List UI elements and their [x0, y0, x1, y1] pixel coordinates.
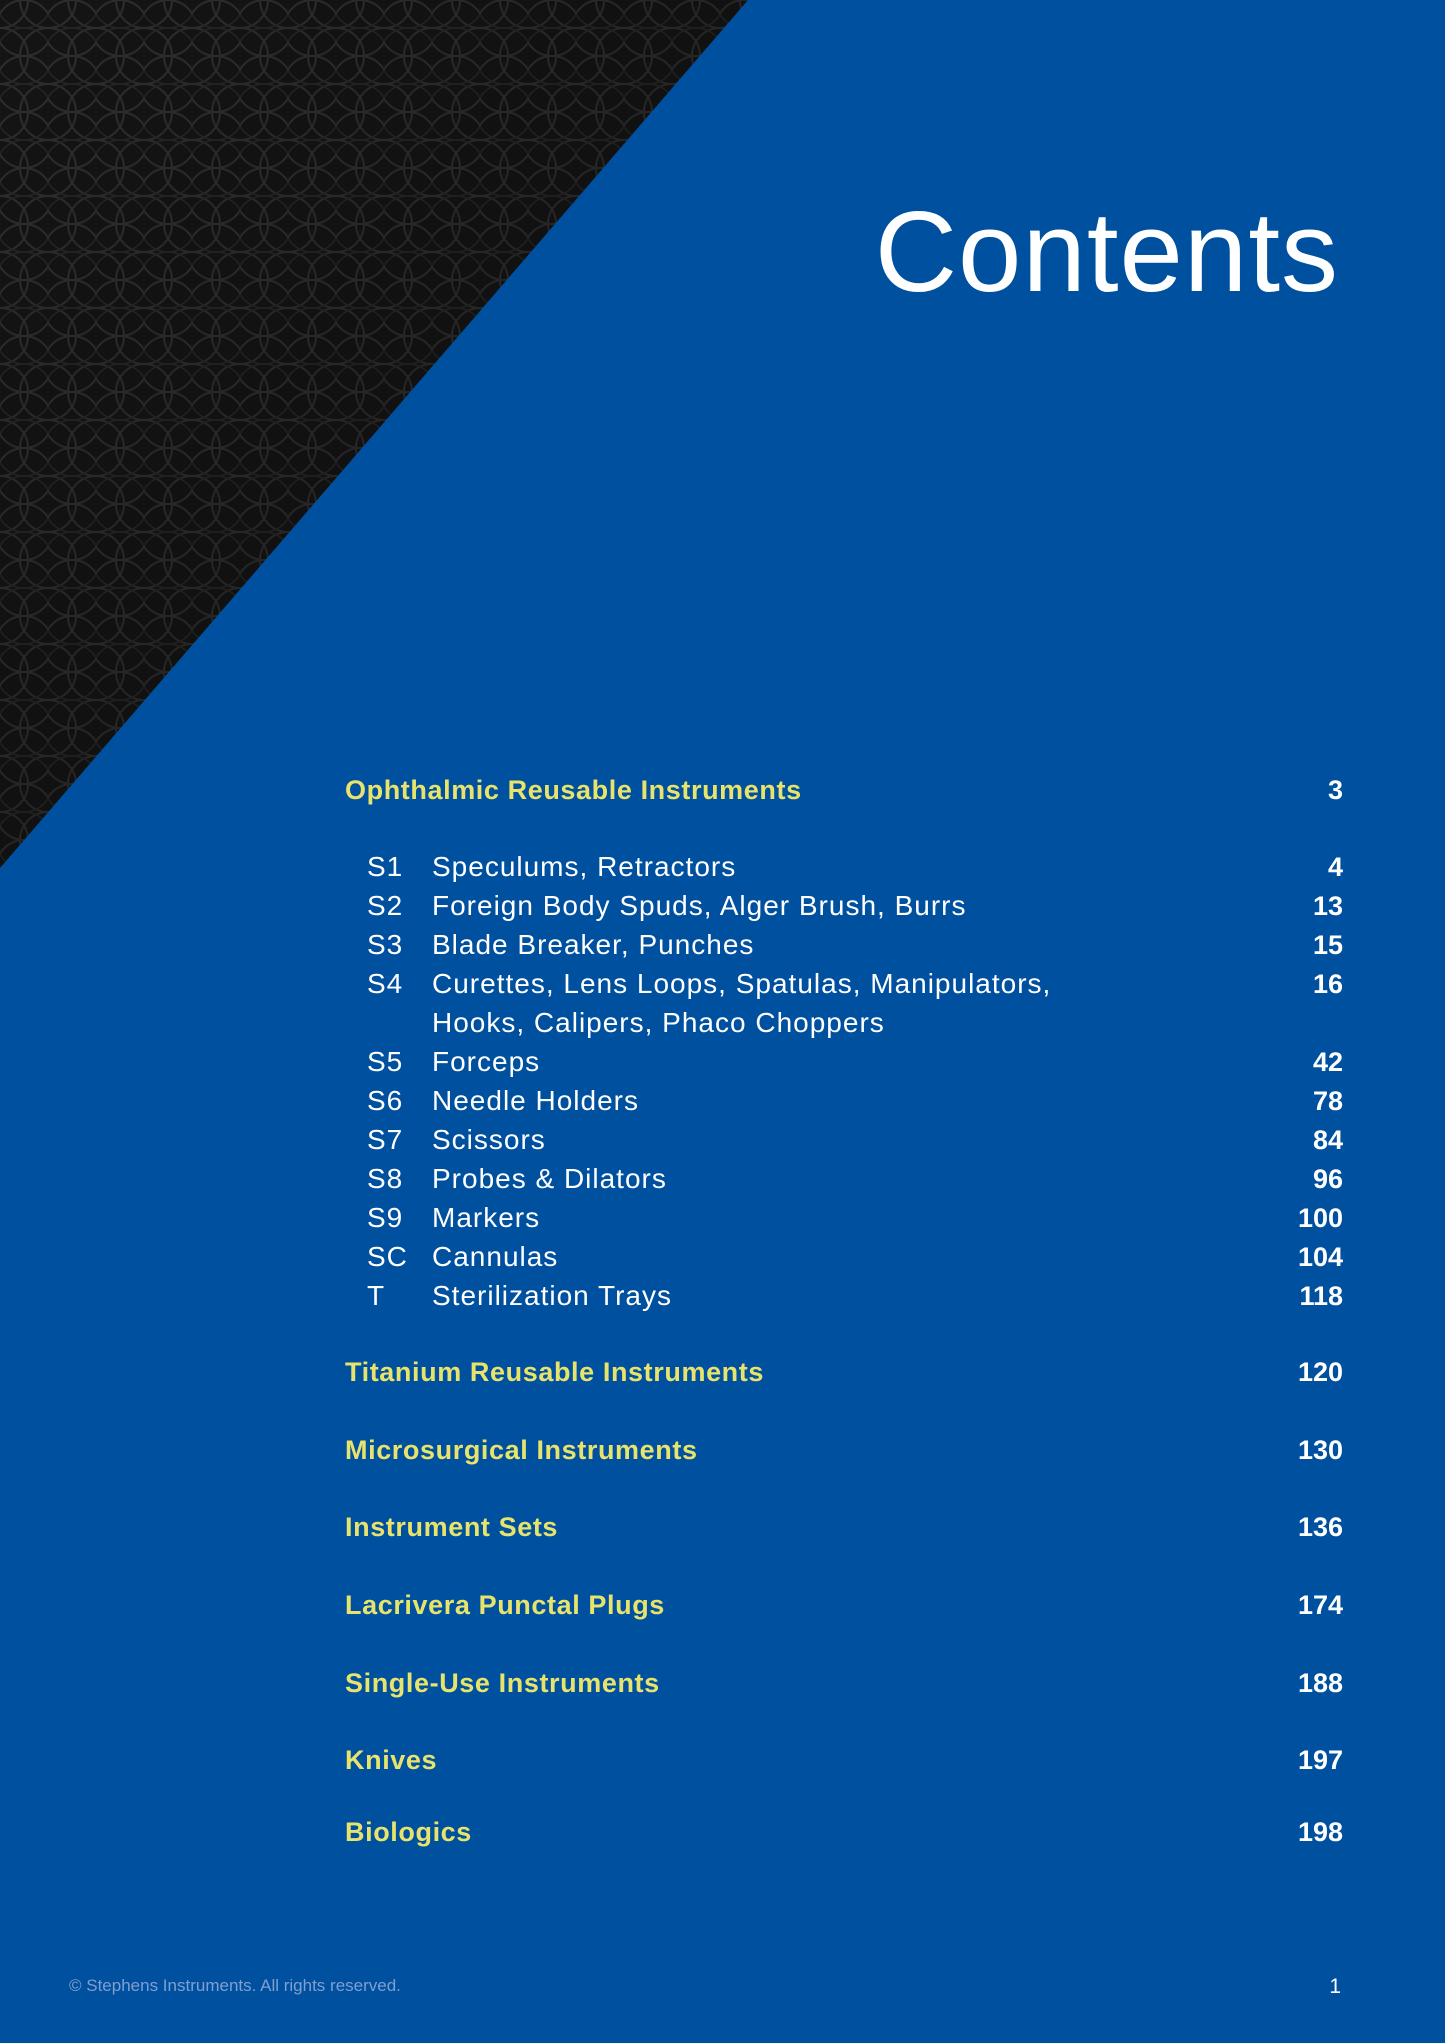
toc-subsection-entry[interactable]	[345, 886, 1343, 926]
subsection-code: S8	[367, 1163, 404, 1194]
section-page-number: 198	[1297, 1817, 1343, 1847]
subsection-code: S6	[367, 1085, 404, 1116]
section-label: Titanium Reusable Instruments	[345, 1357, 764, 1387]
subsection-code: SC	[367, 1241, 408, 1272]
toc-section-entry[interactable]	[345, 1740, 1343, 1780]
toc-subsection-entry[interactable]	[345, 847, 1343, 887]
section-label: Ophthalmic Reusable Instruments	[345, 775, 802, 805]
section-page-number: 130	[1297, 1435, 1343, 1465]
subsection-page-number: 4	[1327, 852, 1343, 882]
toc-section-entry[interactable]	[345, 1430, 1343, 1470]
toc-subsection-entry[interactable]	[345, 1120, 1343, 1160]
subsection-code: S3	[367, 929, 404, 960]
section-label: Microsurgical Instruments	[345, 1435, 698, 1465]
subsection-label: Foreign Body Spuds, Alger Brush, Burrs	[432, 890, 967, 921]
subsection-page-number: 15	[1312, 930, 1343, 960]
subsection-label: Forceps	[432, 1046, 541, 1077]
subsection-label: Sterilization Trays	[432, 1280, 672, 1311]
section-page-number: 197	[1297, 1745, 1343, 1775]
toc-section-entry[interactable]	[345, 1507, 1343, 1547]
subsection-label: Curettes, Lens Loops, Spatulas, Manipulators,	[432, 968, 1052, 999]
subsection-label: Cannulas	[432, 1241, 559, 1272]
subsection-page-number: 84	[1312, 1125, 1343, 1155]
subsection-page-number: 16	[1312, 969, 1343, 999]
section-label: Instrument Sets	[345, 1512, 559, 1542]
subsection-label: Probes & Dilators	[432, 1163, 667, 1194]
toc-section-entry[interactable]	[345, 1585, 1343, 1625]
toc-subsection-entry[interactable]	[345, 964, 1343, 1004]
subsection-page-number: 78	[1312, 1086, 1343, 1116]
subsection-page-number: 118	[1299, 1281, 1343, 1311]
subsection-code: T	[367, 1280, 386, 1311]
subsection-code: S7	[367, 1124, 404, 1155]
subsection-label: Markers	[432, 1202, 541, 1233]
subsection-label: Hooks, Calipers, Phaco Choppers	[432, 1007, 885, 1038]
toc-subsection-entry[interactable]	[345, 1159, 1343, 1199]
subsection-label: Blade Breaker, Punches	[432, 929, 755, 960]
toc-subsection-entry[interactable]	[345, 1081, 1343, 1121]
section-label: Single-Use Instruments	[345, 1668, 660, 1698]
toc-subsection-entry[interactable]	[345, 1198, 1343, 1238]
toc-subsection-entry[interactable]	[345, 1003, 1343, 1043]
subsection-page-number: 100	[1297, 1203, 1343, 1233]
toc-section-entry[interactable]	[345, 770, 1343, 810]
toc-subsection-entry[interactable]	[345, 925, 1343, 965]
copyright-notice: © Stephens Instruments. All rights reserved.	[69, 1976, 401, 1995]
subsection-code: S1	[367, 851, 404, 882]
toc-section-entry[interactable]	[345, 1352, 1343, 1392]
section-label: Knives	[345, 1745, 438, 1775]
subsection-page-number: 104	[1297, 1242, 1343, 1272]
subsection-label: Speculums, Retractors	[432, 851, 737, 882]
section-page-number: 120	[1297, 1357, 1343, 1387]
section-page-number: 174	[1297, 1590, 1343, 1620]
subsection-page-number: 13	[1312, 891, 1343, 921]
section-label: Lacrivera Punctal Plugs	[345, 1590, 665, 1620]
section-label: Biologics	[345, 1817, 472, 1847]
toc-section-entry[interactable]	[345, 1812, 1343, 1852]
toc-subsection-entry[interactable]	[345, 1042, 1343, 1082]
page-number: 1	[1329, 1975, 1341, 1998]
page-title: Contents	[874, 189, 1339, 316]
subsection-page-number: 96	[1312, 1164, 1343, 1194]
subsection-code: S5	[367, 1046, 404, 1077]
toc-subsection-entry[interactable]	[345, 1276, 1343, 1316]
section-page-number: 136	[1297, 1512, 1343, 1542]
subsection-page-number: 42	[1312, 1047, 1343, 1077]
subsection-label: Scissors	[432, 1124, 546, 1155]
toc-section-entry[interactable]	[345, 1663, 1343, 1703]
section-page-number: 188	[1297, 1668, 1343, 1698]
toc-subsection-entry[interactable]	[345, 1237, 1343, 1277]
subsection-code: S4	[367, 968, 404, 999]
subsection-label: Needle Holders	[432, 1085, 639, 1116]
subsection-code: S9	[367, 1202, 404, 1233]
subsection-code: S2	[367, 890, 404, 921]
section-page-number: 3	[1327, 775, 1343, 805]
